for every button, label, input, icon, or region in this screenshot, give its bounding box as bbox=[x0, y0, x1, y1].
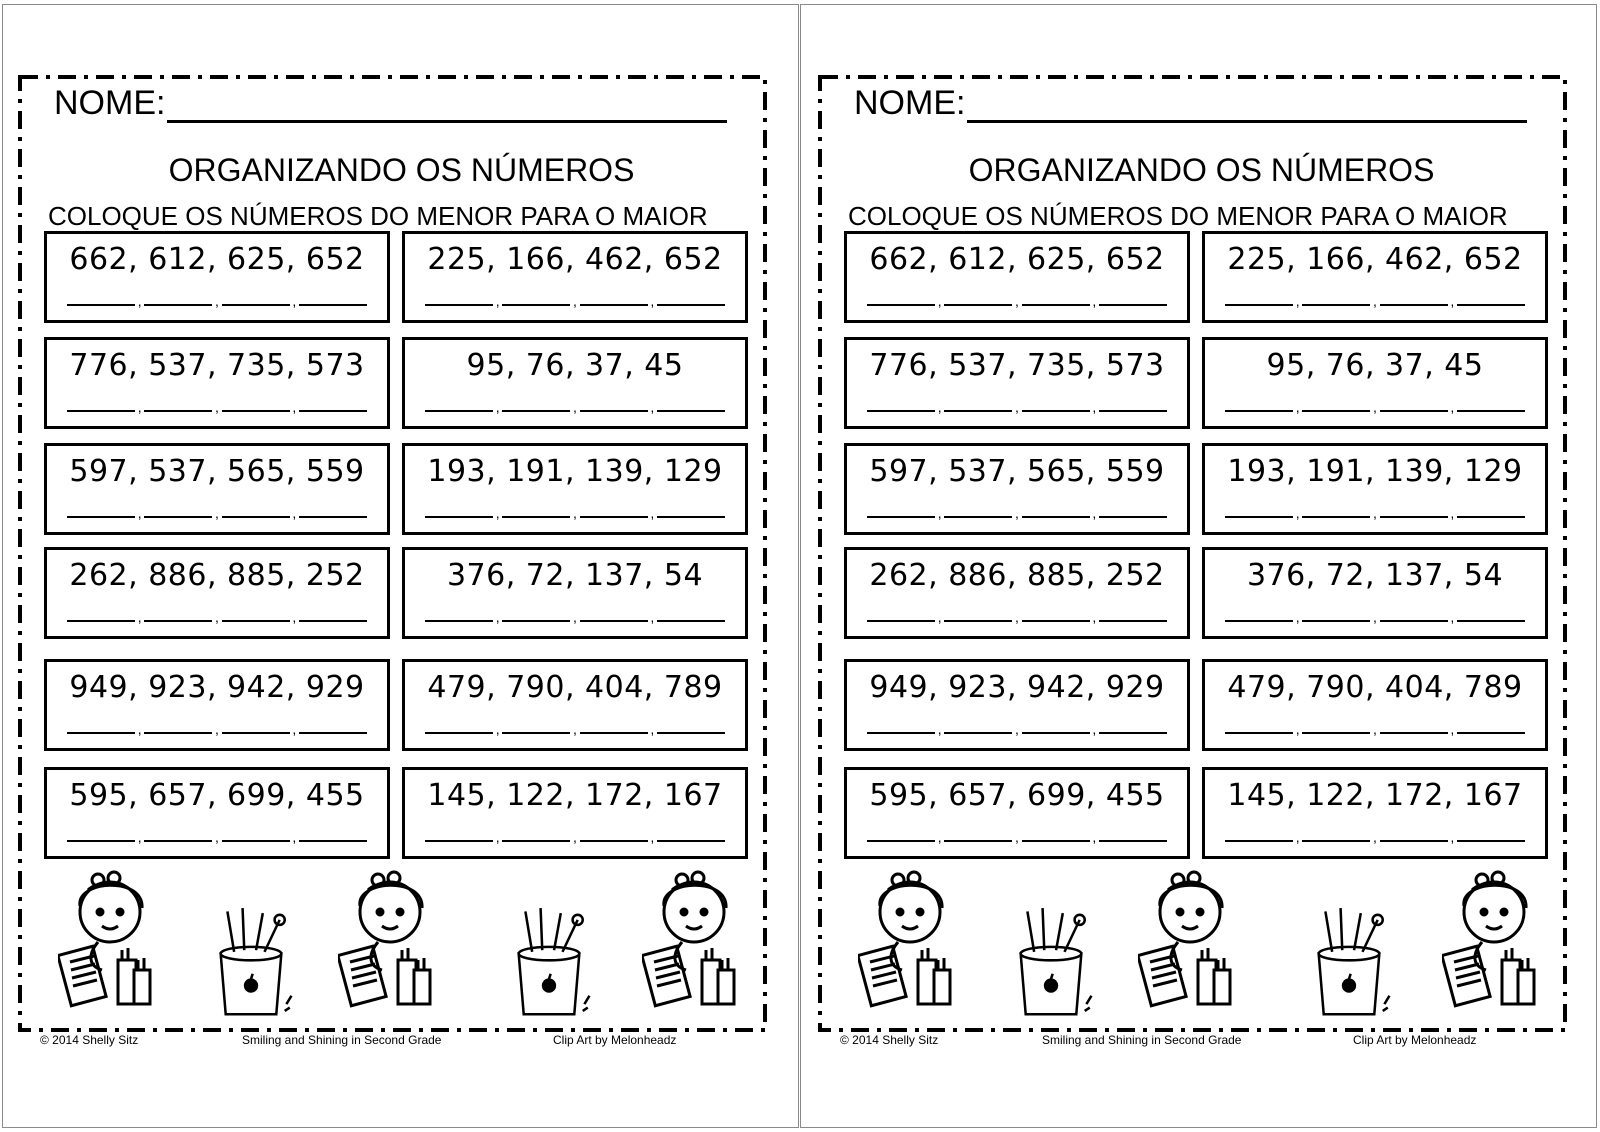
pencil-cup-icon bbox=[504, 903, 594, 1021]
footer-clipart-credit: Clip Art by Melonheadz bbox=[1353, 1033, 1477, 1047]
answer-blank[interactable] bbox=[1022, 730, 1090, 734]
answer-blanks: , , , bbox=[1225, 508, 1525, 518]
number-list: 662, 612, 625, 652 bbox=[869, 242, 1165, 277]
number-list: 595, 657, 699, 455 bbox=[69, 778, 365, 813]
number-box bbox=[844, 659, 1190, 751]
number-list: 145, 122, 172, 167 bbox=[427, 778, 723, 813]
answer-blank[interactable] bbox=[299, 618, 367, 622]
instructions: COLOQUE OS NÚMEROS DO MENOR PARA O MAIOR bbox=[48, 201, 708, 231]
answer-blank[interactable] bbox=[1380, 302, 1448, 306]
number-box bbox=[44, 767, 390, 859]
answer-blank[interactable] bbox=[144, 302, 212, 306]
answer-blank[interactable] bbox=[502, 302, 570, 306]
number-list: 479, 790, 404, 789 bbox=[427, 670, 723, 705]
number-list: 145, 122, 172, 167 bbox=[1227, 778, 1523, 813]
name-field[interactable] bbox=[167, 88, 727, 123]
answer-blank[interactable] bbox=[1380, 838, 1448, 842]
answer-blank[interactable] bbox=[1302, 514, 1370, 518]
answer-blank[interactable] bbox=[67, 838, 135, 842]
answer-blank[interactable] bbox=[1457, 618, 1525, 622]
answer-blank[interactable] bbox=[944, 730, 1012, 734]
number-list: 949, 923, 942, 929 bbox=[869, 670, 1165, 705]
answer-blank[interactable] bbox=[1457, 408, 1525, 412]
answer-blanks: , , , bbox=[1225, 296, 1525, 306]
answer-blank[interactable] bbox=[299, 408, 367, 412]
name-row bbox=[854, 83, 1527, 123]
answer-blank[interactable] bbox=[867, 408, 935, 412]
number-box bbox=[1202, 231, 1548, 323]
number-box bbox=[402, 231, 748, 323]
answer-blank[interactable] bbox=[1022, 302, 1090, 306]
answer-blank[interactable] bbox=[1457, 838, 1525, 842]
answer-blank[interactable] bbox=[580, 408, 648, 412]
girl-notebook-icon bbox=[858, 865, 958, 1015]
pencil-cup-icon bbox=[1304, 903, 1394, 1021]
answer-blank[interactable] bbox=[299, 838, 367, 842]
number-box bbox=[1202, 547, 1548, 639]
answer-blanks: , , , bbox=[67, 402, 367, 412]
answer-blanks: , , , bbox=[425, 296, 725, 306]
number-box bbox=[44, 231, 390, 323]
answer-blank[interactable] bbox=[144, 730, 212, 734]
answer-blank[interactable] bbox=[222, 514, 290, 518]
number-list: 662, 612, 625, 652 bbox=[69, 242, 365, 277]
girl-notebook-icon bbox=[642, 865, 742, 1015]
number-box bbox=[402, 443, 748, 535]
number-list: 262, 886, 885, 252 bbox=[69, 558, 365, 593]
worksheet-right bbox=[818, 75, 1585, 1050]
girl-notebook-icon bbox=[1138, 865, 1238, 1015]
answer-blank[interactable] bbox=[144, 514, 212, 518]
answer-blanks: , , , bbox=[1225, 832, 1525, 842]
answer-blank[interactable] bbox=[1302, 302, 1370, 306]
answer-blank[interactable] bbox=[1302, 618, 1370, 622]
footer-copyright: © 2014 Shelly Sitz bbox=[40, 1033, 139, 1047]
answer-blanks: , , , bbox=[425, 402, 725, 412]
answer-blank[interactable] bbox=[1457, 730, 1525, 734]
number-box bbox=[402, 767, 748, 859]
answer-blanks: , , , bbox=[867, 402, 1167, 412]
answer-blank[interactable] bbox=[144, 838, 212, 842]
answer-blank[interactable] bbox=[299, 302, 367, 306]
number-list: 262, 886, 885, 252 bbox=[869, 558, 1165, 593]
answer-blanks: , , , bbox=[1225, 402, 1525, 412]
number-list: 193, 191, 139, 129 bbox=[1227, 454, 1523, 489]
footer-site: Smiling and Shining in Second Grade bbox=[242, 1033, 442, 1047]
answer-blank[interactable] bbox=[425, 408, 493, 412]
answer-blank[interactable] bbox=[425, 302, 493, 306]
answer-blanks: , , , bbox=[67, 612, 367, 622]
answer-blank[interactable] bbox=[867, 730, 935, 734]
pencil-cup-icon bbox=[1006, 903, 1096, 1021]
number-list: 95, 76, 37, 45 bbox=[1266, 348, 1484, 383]
answer-blanks: , , , bbox=[1225, 724, 1525, 734]
number-list: 595, 657, 699, 455 bbox=[869, 778, 1165, 813]
answer-blank[interactable] bbox=[657, 618, 725, 622]
answer-blank[interactable] bbox=[1022, 618, 1090, 622]
answer-blanks: , , , bbox=[1225, 612, 1525, 622]
footer-copyright: © 2014 Shelly Sitz bbox=[840, 1033, 939, 1047]
answer-blank[interactable] bbox=[657, 408, 725, 412]
answer-blank[interactable] bbox=[1457, 514, 1525, 518]
answer-blank[interactable] bbox=[425, 730, 493, 734]
answer-blank[interactable] bbox=[657, 302, 725, 306]
answer-blank[interactable] bbox=[580, 302, 648, 306]
worksheet-title: ORGANIZANDO OS NÚMEROS bbox=[968, 152, 1435, 188]
answer-blank[interactable] bbox=[1302, 408, 1370, 412]
number-box bbox=[844, 767, 1190, 859]
number-list: 597, 537, 565, 559 bbox=[869, 454, 1165, 489]
instructions: COLOQUE OS NÚMEROS DO MENOR PARA O MAIOR bbox=[848, 201, 1508, 231]
answer-blank[interactable] bbox=[1225, 838, 1293, 842]
answer-blank[interactable] bbox=[1099, 514, 1167, 518]
answer-blank[interactable] bbox=[67, 618, 135, 622]
answer-blank[interactable] bbox=[1225, 408, 1293, 412]
footer-clipart-credit: Clip Art by Melonheadz bbox=[553, 1033, 677, 1047]
worksheet-left bbox=[18, 75, 785, 1050]
answer-blank[interactable] bbox=[425, 514, 493, 518]
answer-blank[interactable] bbox=[657, 838, 725, 842]
answer-blank[interactable] bbox=[580, 514, 648, 518]
number-list: 225, 166, 462, 652 bbox=[1227, 242, 1523, 277]
name-label: NOME: bbox=[54, 84, 166, 122]
number-list: 193, 191, 139, 129 bbox=[427, 454, 723, 489]
worksheet-title: ORGANIZANDO OS NÚMEROS bbox=[168, 152, 635, 188]
number-box bbox=[402, 547, 748, 639]
answer-blanks: , , , bbox=[867, 296, 1167, 306]
number-list: 376, 72, 137, 54 bbox=[1246, 558, 1504, 593]
answer-blanks: , , , bbox=[67, 508, 367, 518]
answer-blank[interactable] bbox=[1099, 302, 1167, 306]
answer-blank[interactable] bbox=[425, 838, 493, 842]
girl-notebook-icon bbox=[58, 865, 158, 1015]
answer-blank[interactable] bbox=[867, 618, 935, 622]
answer-blanks: , , , bbox=[425, 612, 725, 622]
answer-blank[interactable] bbox=[944, 408, 1012, 412]
number-box bbox=[402, 337, 748, 429]
answer-blank[interactable] bbox=[657, 730, 725, 734]
answer-blank[interactable] bbox=[1380, 514, 1448, 518]
answer-blanks: , , , bbox=[67, 724, 367, 734]
answer-blank[interactable] bbox=[580, 838, 648, 842]
answer-blank[interactable] bbox=[1099, 618, 1167, 622]
girl-notebook-icon bbox=[338, 865, 438, 1015]
answer-blanks: , , , bbox=[867, 832, 1167, 842]
answer-blank[interactable] bbox=[1225, 302, 1293, 306]
answer-blank[interactable] bbox=[867, 514, 935, 518]
answer-blank[interactable] bbox=[1225, 618, 1293, 622]
answer-blank[interactable] bbox=[944, 514, 1012, 518]
answer-blank[interactable] bbox=[222, 408, 290, 412]
answer-blanks: , , , bbox=[867, 724, 1167, 734]
answer-blank[interactable] bbox=[944, 618, 1012, 622]
answer-blank[interactable] bbox=[1380, 618, 1448, 622]
number-list: 376, 72, 137, 54 bbox=[446, 558, 704, 593]
answer-blank[interactable] bbox=[222, 302, 290, 306]
number-box bbox=[44, 337, 390, 429]
number-list: 949, 923, 942, 929 bbox=[69, 670, 365, 705]
answer-blank[interactable] bbox=[425, 618, 493, 622]
answer-blank[interactable] bbox=[867, 838, 935, 842]
answer-blank[interactable] bbox=[944, 838, 1012, 842]
number-list: 597, 537, 565, 559 bbox=[69, 454, 365, 489]
pencil-cup-icon bbox=[206, 903, 296, 1021]
number-list: 776, 537, 735, 573 bbox=[869, 348, 1165, 383]
answer-blank[interactable] bbox=[502, 838, 570, 842]
answer-blank[interactable] bbox=[1022, 514, 1090, 518]
number-box bbox=[44, 547, 390, 639]
number-list: 776, 537, 735, 573 bbox=[69, 348, 365, 383]
answer-blank[interactable] bbox=[1302, 838, 1370, 842]
answer-blanks: , , , bbox=[425, 724, 725, 734]
number-list: 479, 790, 404, 789 bbox=[1227, 670, 1523, 705]
number-box bbox=[844, 547, 1190, 639]
answer-blanks: , , , bbox=[425, 832, 725, 842]
number-box bbox=[44, 443, 390, 535]
answer-blank[interactable] bbox=[144, 408, 212, 412]
answer-blanks: , , , bbox=[425, 508, 725, 518]
answer-blanks: , , , bbox=[67, 832, 367, 842]
number-box bbox=[844, 337, 1190, 429]
name-label: NOME: bbox=[854, 84, 966, 122]
answer-blank[interactable] bbox=[1099, 730, 1167, 734]
answer-blank[interactable] bbox=[67, 408, 135, 412]
answer-blanks: , , , bbox=[867, 508, 1167, 518]
answer-blank[interactable] bbox=[867, 302, 935, 306]
answer-blank[interactable] bbox=[502, 618, 570, 622]
answer-blank[interactable] bbox=[144, 618, 212, 622]
number-list: 95, 76, 37, 45 bbox=[466, 348, 684, 383]
name-row bbox=[54, 83, 727, 123]
answer-blank[interactable] bbox=[1099, 838, 1167, 842]
answer-blank[interactable] bbox=[1022, 838, 1090, 842]
answer-blank[interactable] bbox=[222, 838, 290, 842]
number-box bbox=[402, 659, 748, 751]
answer-blank[interactable] bbox=[222, 618, 290, 622]
answer-blanks: , , , bbox=[67, 296, 367, 306]
answer-blank[interactable] bbox=[502, 730, 570, 734]
answer-blank[interactable] bbox=[1099, 408, 1167, 412]
answer-blank[interactable] bbox=[944, 302, 1012, 306]
number-box bbox=[844, 231, 1190, 323]
answer-blank[interactable] bbox=[299, 514, 367, 518]
number-box bbox=[1202, 767, 1548, 859]
answer-blank[interactable] bbox=[1302, 730, 1370, 734]
number-box bbox=[1202, 443, 1548, 535]
answer-blank[interactable] bbox=[580, 730, 648, 734]
answer-blank[interactable] bbox=[1457, 302, 1525, 306]
number-box bbox=[44, 659, 390, 751]
name-field[interactable] bbox=[967, 88, 1527, 123]
answer-blank[interactable] bbox=[67, 730, 135, 734]
answer-blank[interactable] bbox=[67, 302, 135, 306]
answer-blanks: , , , bbox=[867, 612, 1167, 622]
answer-blank[interactable] bbox=[222, 730, 290, 734]
answer-blank[interactable] bbox=[580, 618, 648, 622]
answer-blank[interactable] bbox=[1225, 514, 1293, 518]
answer-blank[interactable] bbox=[1225, 730, 1293, 734]
number-box bbox=[844, 443, 1190, 535]
number-box bbox=[1202, 659, 1548, 751]
number-list: 225, 166, 462, 652 bbox=[427, 242, 723, 277]
answer-blank[interactable] bbox=[1380, 730, 1448, 734]
answer-blank[interactable] bbox=[1022, 408, 1090, 412]
answer-blank[interactable] bbox=[657, 514, 725, 518]
answer-blank[interactable] bbox=[67, 514, 135, 518]
answer-blank[interactable] bbox=[502, 408, 570, 412]
answer-blank[interactable] bbox=[502, 514, 570, 518]
answer-blank[interactable] bbox=[1380, 408, 1448, 412]
answer-blank[interactable] bbox=[299, 730, 367, 734]
number-box bbox=[1202, 337, 1548, 429]
girl-notebook-icon bbox=[1442, 865, 1542, 1015]
footer-site: Smiling and Shining in Second Grade bbox=[1042, 1033, 1242, 1047]
